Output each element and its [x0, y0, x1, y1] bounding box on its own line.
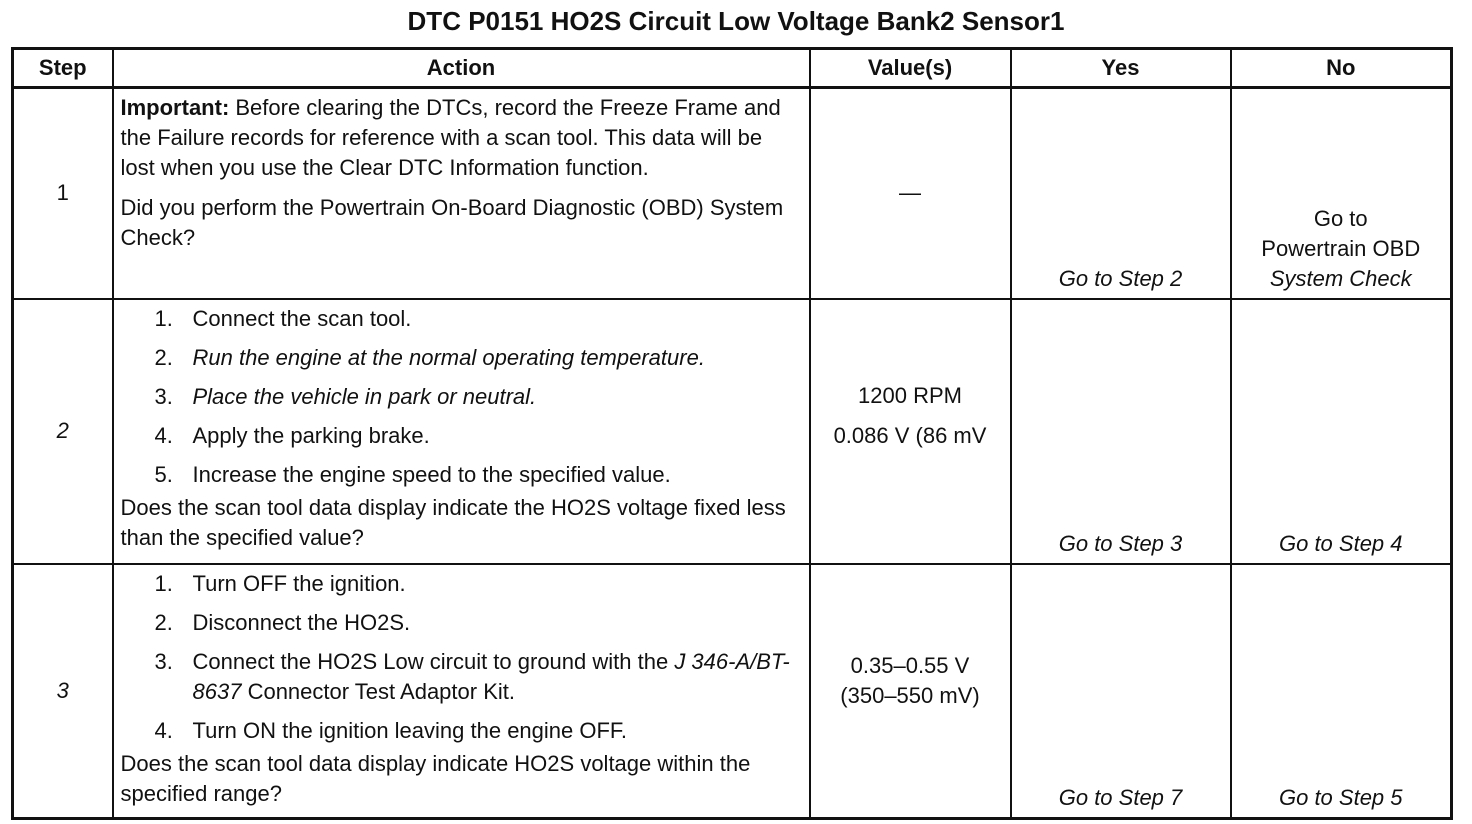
item-text: Run the engine at the normal operating temperature. [192, 344, 705, 370]
step-number: 3 [56, 677, 69, 703]
yes-cell [1011, 299, 1231, 564]
list-item [155, 382, 801, 412]
action-cell [113, 299, 810, 564]
item-text: Place the vehicle in park or neutral. [192, 383, 537, 409]
list-item [155, 304, 801, 334]
no-line: Powertrain OBD [1261, 235, 1421, 261]
value-cell [810, 564, 1011, 819]
question-text: Does the scan tool data display indicate the HO2S voltage fixed less than the specified value? [120, 494, 786, 550]
procedure-list [121, 304, 801, 490]
no-line: Go to [1313, 205, 1368, 231]
procedure-list [121, 569, 801, 746]
item-number: 3. [154, 383, 173, 409]
item-number: 2. [154, 344, 173, 370]
header-values: Value(s) [810, 49, 1011, 88]
no-line: System Check [1269, 265, 1412, 291]
step-cell [13, 564, 113, 819]
list-item [155, 421, 801, 451]
header-step: Step [13, 49, 113, 88]
list-item [155, 608, 801, 638]
item-text-part: Connect the HO2S Low circuit to ground with the [192, 648, 675, 674]
yes-link[interactable]: Go to Step 2 [1058, 265, 1183, 291]
important-text: Before clearing the DTCs, record the Freeze Frame and the Failure records for reference with a scan tool. This data will be lost when you use the Clear DTC Information function. [120, 95, 781, 180]
table-row [13, 299, 1452, 564]
item-text: Connect the scan tool. [192, 305, 412, 331]
question-text: Did you perform the Powertrain On-Board Diagnostic (OBD) System Check? [120, 195, 784, 250]
header-yes: Yes [1011, 49, 1231, 88]
item-number: 3. [154, 648, 173, 674]
no-cell [1231, 88, 1452, 299]
yes-cell [1011, 564, 1231, 819]
list-item [155, 569, 801, 599]
question-text: Does the scan tool data display indicate HO2S voltage within the specified range? [120, 750, 751, 806]
value-line: 1200 RPM [858, 383, 962, 408]
item-number: 1. [154, 305, 173, 331]
important-note [121, 93, 801, 183]
item-text-part: Connector Test Adaptor Kit. [241, 678, 515, 704]
action-cell [113, 564, 810, 819]
step-cell [13, 299, 113, 564]
step-number: 2 [56, 418, 69, 443]
header-row [13, 49, 1452, 88]
item-text: Turn OFF the ignition. [192, 570, 406, 596]
no-link[interactable]: Go to Step 4 [1278, 530, 1403, 556]
list-item [155, 343, 801, 373]
item-number: 1. [154, 570, 173, 596]
item-number: 4. [154, 717, 173, 743]
yes-cell [1011, 88, 1231, 299]
item-text: Apply the parking brake. [192, 422, 430, 448]
value-line: 0.086 V (86 mV [833, 423, 987, 448]
no-cell [1231, 564, 1452, 819]
list-item [155, 460, 801, 490]
value-text: — [899, 180, 921, 206]
step-number: 1 [56, 180, 69, 206]
value-line: (350–550 mV) [840, 682, 980, 708]
yes-link[interactable]: Go to Step 7 [1058, 785, 1183, 810]
item-text [193, 647, 801, 707]
item-text: Disconnect the HO2S. [192, 609, 411, 635]
value-line: 0.35–0.55 V [850, 652, 970, 678]
important-label: Important: [120, 95, 230, 120]
item-number: 5. [154, 461, 173, 487]
table-row [13, 564, 1452, 819]
item-number: 2. [154, 609, 173, 635]
header-action: Action [113, 49, 810, 88]
list-item [155, 716, 801, 746]
header-no: No [1231, 49, 1452, 88]
table-row [13, 88, 1452, 299]
yes-link[interactable]: Go to Step 3 [1058, 530, 1183, 556]
page-title: DTC P0151 HO2S Circuit Low Voltage Bank2 Sensor1 [407, 6, 1065, 36]
action-cell [113, 88, 810, 299]
step-cell [13, 88, 113, 299]
list-item [155, 647, 801, 707]
diagnostic-table [11, 47, 1453, 820]
no-link[interactable]: Go to Step 5 [1278, 785, 1403, 810]
value-cell [810, 299, 1011, 564]
value-cell [810, 88, 1011, 299]
no-cell [1231, 299, 1452, 564]
item-text: Turn ON the ignition leaving the engine OFF. [192, 717, 628, 743]
tool-reference: J 346-A/BT-8637 [192, 648, 790, 704]
item-text: Increase the engine speed to the specified value. [192, 461, 671, 487]
no-link[interactable] [1232, 204, 1451, 298]
item-number: 4. [154, 422, 173, 448]
